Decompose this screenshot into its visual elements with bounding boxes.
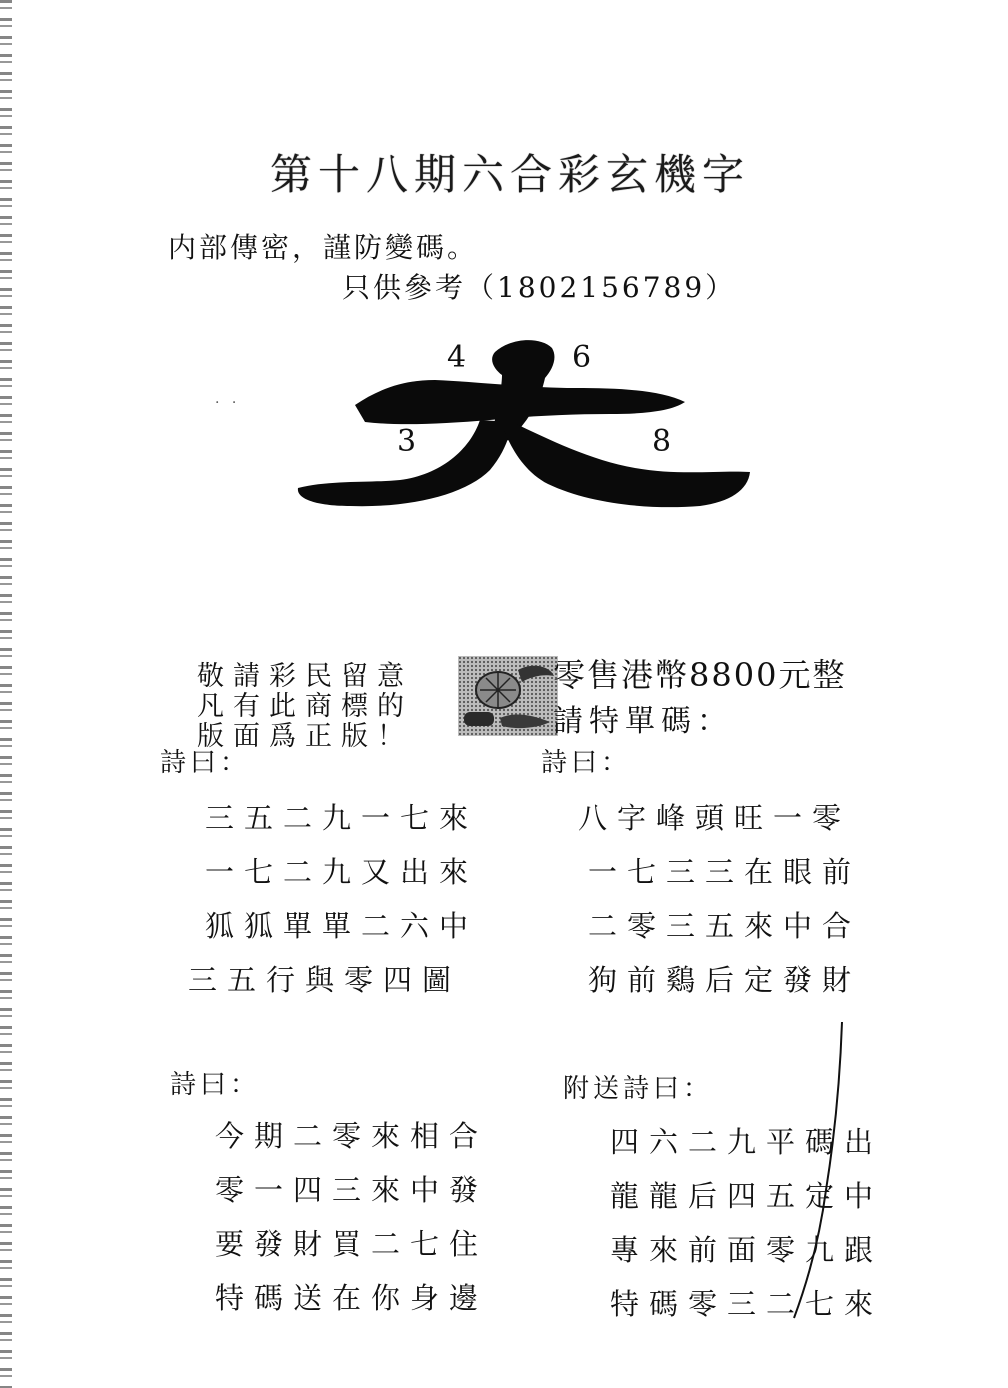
page-title: 第十八期六合彩玄機字: [270, 150, 751, 199]
poem-line: 二零三五來中合: [588, 909, 862, 943]
scan-edge-artifact: [0, 0, 12, 1388]
stamp-notice-line: 敬請彩民留意: [197, 661, 413, 692]
glyph-number-top-right: 6: [572, 340, 592, 375]
poem-line: 一七二九又出來: [205, 855, 479, 889]
poem-line: 三五二九一七來: [205, 801, 479, 835]
retail-price: 零售港幣8800元整: [553, 656, 847, 694]
confidential-notice: 内部傳密，謹防變碼。: [168, 231, 479, 264]
glyph-number-top-left: 4: [447, 340, 467, 375]
stamp-notice-line: 凡有此商標的: [197, 691, 413, 722]
glyph-right-sweep: [504, 422, 750, 507]
poem-line: 三五行與零四圖: [188, 963, 462, 997]
trademark-logo: [458, 656, 558, 736]
poem-label: 詩曰：: [170, 1070, 261, 1100]
poem-line: 專來前面零九跟: [610, 1233, 884, 1267]
poem-label: 詩曰：: [160, 748, 251, 778]
reference-notice: 只供參考（1802156789）: [342, 271, 737, 304]
poem-label: 詩曰：: [541, 748, 632, 778]
stamp-notice-line: 版面爲正版！: [197, 721, 413, 752]
poem-line: 特碼零三二七來: [610, 1287, 884, 1321]
poem-line: 八字峰頭旺一零: [578, 801, 852, 835]
glyph-number-bottom-right: 8: [652, 424, 672, 459]
pen-scratch-mark: [780, 1020, 850, 1320]
poem-line: 特碼送在你身邊: [215, 1281, 489, 1315]
poem-line: 狐狐單單二六中: [205, 909, 479, 943]
scan-dots: · ·: [215, 395, 241, 411]
big-character-glyph: [290, 330, 760, 520]
special-number-prompt: 請特單碼：: [553, 704, 733, 739]
poem-line: 四六二九平碼出: [610, 1125, 884, 1159]
poem-line: 零一四三來中發: [215, 1173, 489, 1207]
poem-label: 附送詩曰：: [563, 1074, 714, 1104]
glyph-number-bottom-left: 3: [397, 424, 417, 459]
poem-line: 龍龍后四五定中: [610, 1179, 884, 1213]
poem-line: 今期二零來相合: [215, 1119, 489, 1153]
poem-line: 一七三三在眼前: [588, 855, 862, 889]
poem-line: 狗前鷄后定發財: [588, 963, 862, 997]
poem-line: 要發財買二七住: [215, 1227, 489, 1261]
